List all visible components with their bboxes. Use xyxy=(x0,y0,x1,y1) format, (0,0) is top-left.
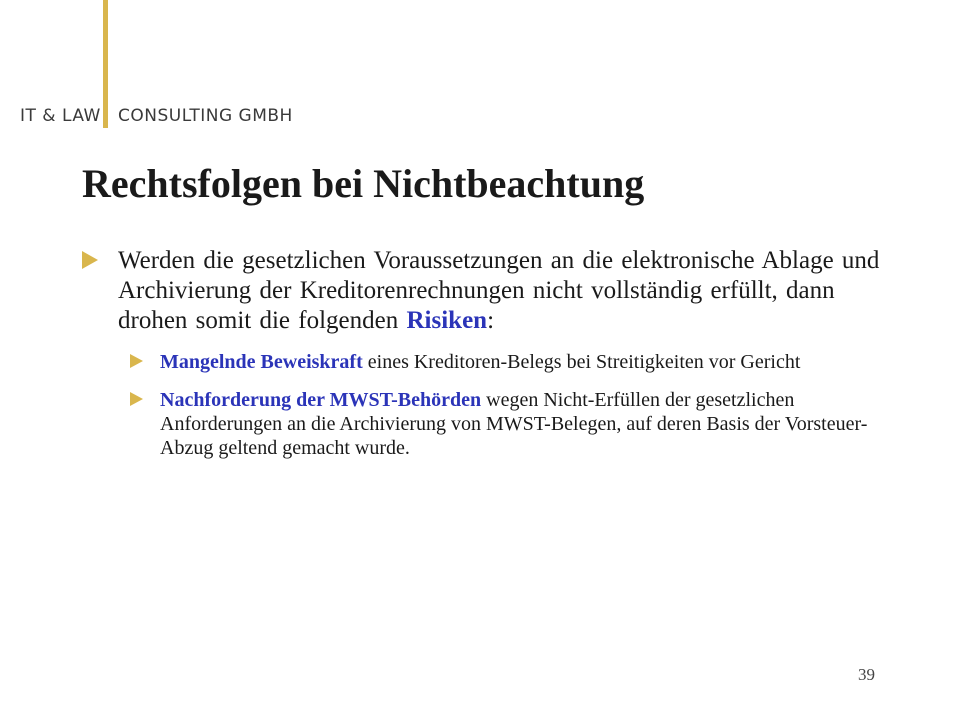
sub-bullet-text: eines Kreditoren-Belegs bei Streitigkeiten vor Gericht xyxy=(362,351,801,373)
arrow-bullet-icon xyxy=(130,354,143,368)
slide-title: Rechtsfolgen bei Nichtbeachtung xyxy=(82,161,645,206)
sub-bullet-list xyxy=(82,350,882,460)
main-bullet-text: Werden die gesetzlichen Voraussetzungen an die elektronische Ablage und Archivierung der Kreditorenrechnungen nicht vollständig erfüllt, dann drohen somit die folgenden xyxy=(118,247,880,334)
logo-text-right: CONSULTING GMBH xyxy=(118,106,293,126)
logo-accent-bar xyxy=(103,0,108,128)
sub-bullet-text: wegen Nicht-Erfüllen der gesetzlichen Anforderungen an die Archivierung von MWST-Belegen, auf deren Basis der Vorsteuer-Abzug geltend gemacht wurde. xyxy=(160,389,868,459)
main-bullet-highlight: Risiken xyxy=(406,307,488,334)
main-bullet-suffix: : xyxy=(487,307,495,334)
arrow-bullet-icon xyxy=(130,392,143,406)
logo-text-left: IT & LAW xyxy=(20,106,101,126)
sub-bullet-nachforderung xyxy=(130,388,882,460)
sub-bullet-highlight: Nachforderung der MWST-Behörden xyxy=(160,389,482,411)
main-bullet xyxy=(82,246,882,336)
bullet-list xyxy=(82,246,882,474)
arrow-bullet-icon xyxy=(82,251,98,269)
sub-bullet-highlight: Mangelnde Beweiskraft xyxy=(160,351,363,373)
page-number: 39 xyxy=(858,665,875,684)
sub-bullet-beweiskraft xyxy=(130,350,882,374)
